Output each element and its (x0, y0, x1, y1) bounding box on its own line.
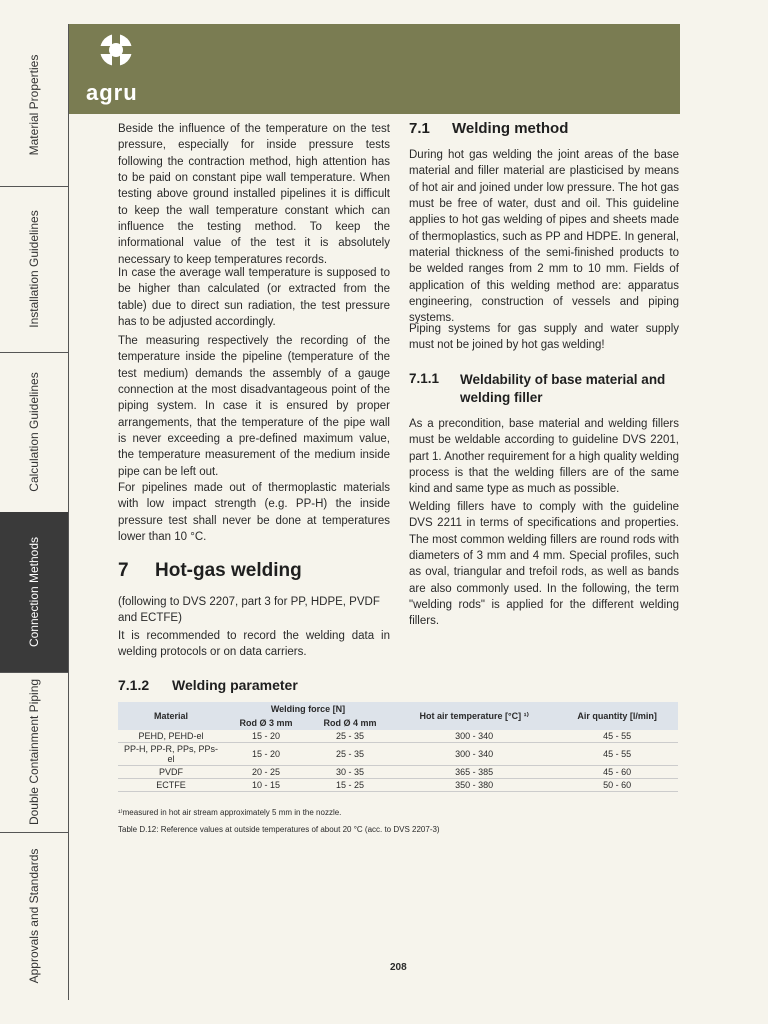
table-header: Air quantity [l/min] (556, 702, 678, 730)
paragraph: Piping systems for gas supply and water supply must not be joined by hot gas welding! (409, 323, 679, 352)
section-number: 7 (118, 560, 129, 581)
section-heading: Welding method (452, 120, 569, 137)
tab-connection-methods[interactable]: Connection Methods (0, 512, 68, 673)
tab-material-properties[interactable]: Material Properties (0, 24, 68, 187)
table-header: Rod Ø 4 mm (308, 716, 392, 730)
tab-double-containment-piping[interactable]: Double Containment Piping (0, 672, 68, 833)
table-header: Hot air temperature [°C] ¹⁾ (392, 702, 556, 730)
logo-text: agru (86, 80, 138, 105)
page-number: 208 (390, 962, 407, 973)
paragraph: In case the average wall temperature is supposed to be higher than calculated (or extracted from the table) due to direct sun radiation, the test pressure has to be adjusted accordingly. (118, 267, 390, 328)
section-heading: Welding parameter (172, 677, 298, 693)
table-caption: Table D.12: Reference values at outside temperatures of about 20 °C (acc. to DVS 2207-3) (118, 825, 440, 834)
paragraph: It is recommended to record the welding data in welding protocols or on data carriers. (118, 630, 390, 659)
welding-parameter-table (118, 702, 678, 792)
tab-installation-guidelines[interactable]: Installation Guidelines (0, 186, 68, 353)
table-header: Material (118, 702, 224, 730)
paragraph: As a precondition, base material and welding fillers must be weldable according to guideline DVS 2201, part 1. Another requirement for a high quality welding process is that the welding fillers are of the same kind and same type as much as possible. (409, 418, 679, 496)
paragraph: The measuring respectively the recording of the temperature inside the pipeline (temperature of the test medium) demands the assembly of a gauge connection at the most disadvantageous point of the piping system. In case it is ensured by proper arrangements, that the temperature of the pipe wall is never exceeding a pre-defined maximum value, the temperature measurement of the medium inside pipe can be left out. (118, 335, 390, 478)
section-number: 7.1.1 (409, 371, 440, 386)
tab-calculation-guidelines[interactable]: Calculation Guidelines (0, 352, 68, 513)
table-row: ECTFE 10 - 15 15 - 25 350 - 380 50 - 60 (118, 779, 678, 792)
table-row: PVDF 20 - 25 30 - 35 365 - 385 45 - 60 (118, 766, 678, 779)
paragraph: Beside the influence of the temperature on the test pressure, especially for inside pressure tests following the contraction method, high attention has to be paid on constant pipe wall temperature. When testing above ground installed pipelines it is difficult to keep the wall temperature constant which can influence the testing method. To keep the informational value of the test it is absolutely necessary to keep temperatures records. (118, 123, 390, 266)
table-footnote: ¹⁾measured in hot air stream approximately 5 mm in the nozzle. (118, 808, 342, 817)
tab-approvals-standards[interactable]: Approvals and Standards (27, 848, 41, 984)
paragraph: For pipelines made out of thermoplastic materials with low impact strength (e.g. PP-H) the inside pressure test shall never be done at temperatures lower than 10 °C. (118, 482, 390, 543)
paragraph: During hot gas welding the joint areas of the base material and filler material are plasticised by means of hot air and joined under low pressure. The hot gas must be free of water, dust and oil. This guideline applies to hot gas welding of pipes and sheets made of thermoplastics, such as PP and HDPE. In general, material thickness of the semi-finished products to be welded ranges from 2 mm to 10 mm. Fields of application of this welding method are: apparatus engineering, construction of vessels and piping systems. (409, 149, 679, 325)
section-heading: Weldability of base material and welding filler (460, 372, 666, 405)
table-header: Rod Ø 3 mm (224, 716, 308, 730)
section-number: 7.1 (409, 120, 430, 137)
table-row: PP-H, PP-R, PPs, PPs-el 15 - 20 25 - 35 300 - 340 45 - 55 (118, 743, 678, 766)
section-number: 7.1.2 (118, 677, 150, 693)
paragraph: (following to DVS 2207, part 3 for PP, HDPE, PVDF and ECTFE) (118, 596, 380, 625)
side-navigation (0, 24, 69, 1000)
table-row: PEHD, PEHD-el 15 - 20 25 - 35 300 - 340 45 - 55 (118, 730, 678, 743)
paragraph: Welding fillers have to comply with the guideline DVS 2211 in terms of specifications and properties. The most common welding fillers are round rods with diameters of 3 mm and 4 mm. Special profiles, such as oval, triangular and trefoil rods, as well as bands are also commonly used. In the following, the term "welding rods" is applied for the different welding fillers. (409, 501, 679, 628)
table-header: Welding force [N] (224, 702, 392, 716)
header-banner (69, 24, 680, 114)
section-heading: Hot-gas welding (155, 560, 302, 581)
